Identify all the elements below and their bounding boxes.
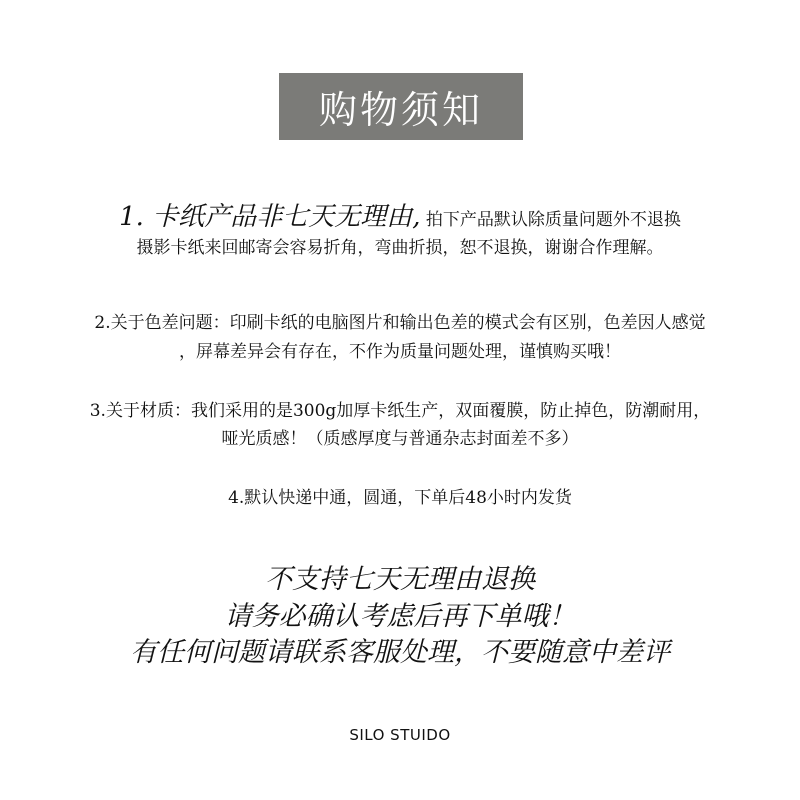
notice-line1: 不支持七天无理由退换 [265,564,535,595]
item2-line1: 2.关于色差问题：印刷卡纸的电脑图片和输出色差的模式会有区别，色差因人感觉 [94,313,706,333]
page-title: 购物须知 [318,88,483,132]
item3-line2: 哑光质感！（质感厚度与普通杂志封面差不多） [221,429,579,449]
item1-highlight: 1. 卡纸产品非七天无理由, [119,202,421,232]
notice-line2: 请务必确认考虑后再下单哦！ [224,601,576,632]
item1-line2: 摄影卡纸来回邮寄会容易折角，弯曲折损，恕不退换，谢谢合作理解。 [136,238,664,258]
item1-line1 [0,196,800,233]
footer-brand: SILO STUIDO [349,726,451,744]
item4-line1: 4.默认快递中通，圆通，下单后48小时内发货 [228,488,572,508]
title-banner [279,73,523,140]
item1-rest: 拍下产品默认除质量问题外不退换 [420,210,681,230]
item3-line1: 3.关于材质：我们采用的是300g加厚卡纸生产，双面覆膜，防止掉色，防潮耐用， [89,401,711,421]
item2-line2: ，屏幕差异会有存在，不作为质量问题处理，谨慎购买哦！ [179,342,621,362]
notice-line3: 有任何问题请联系客服处理，不要随意中差评 [130,637,670,668]
